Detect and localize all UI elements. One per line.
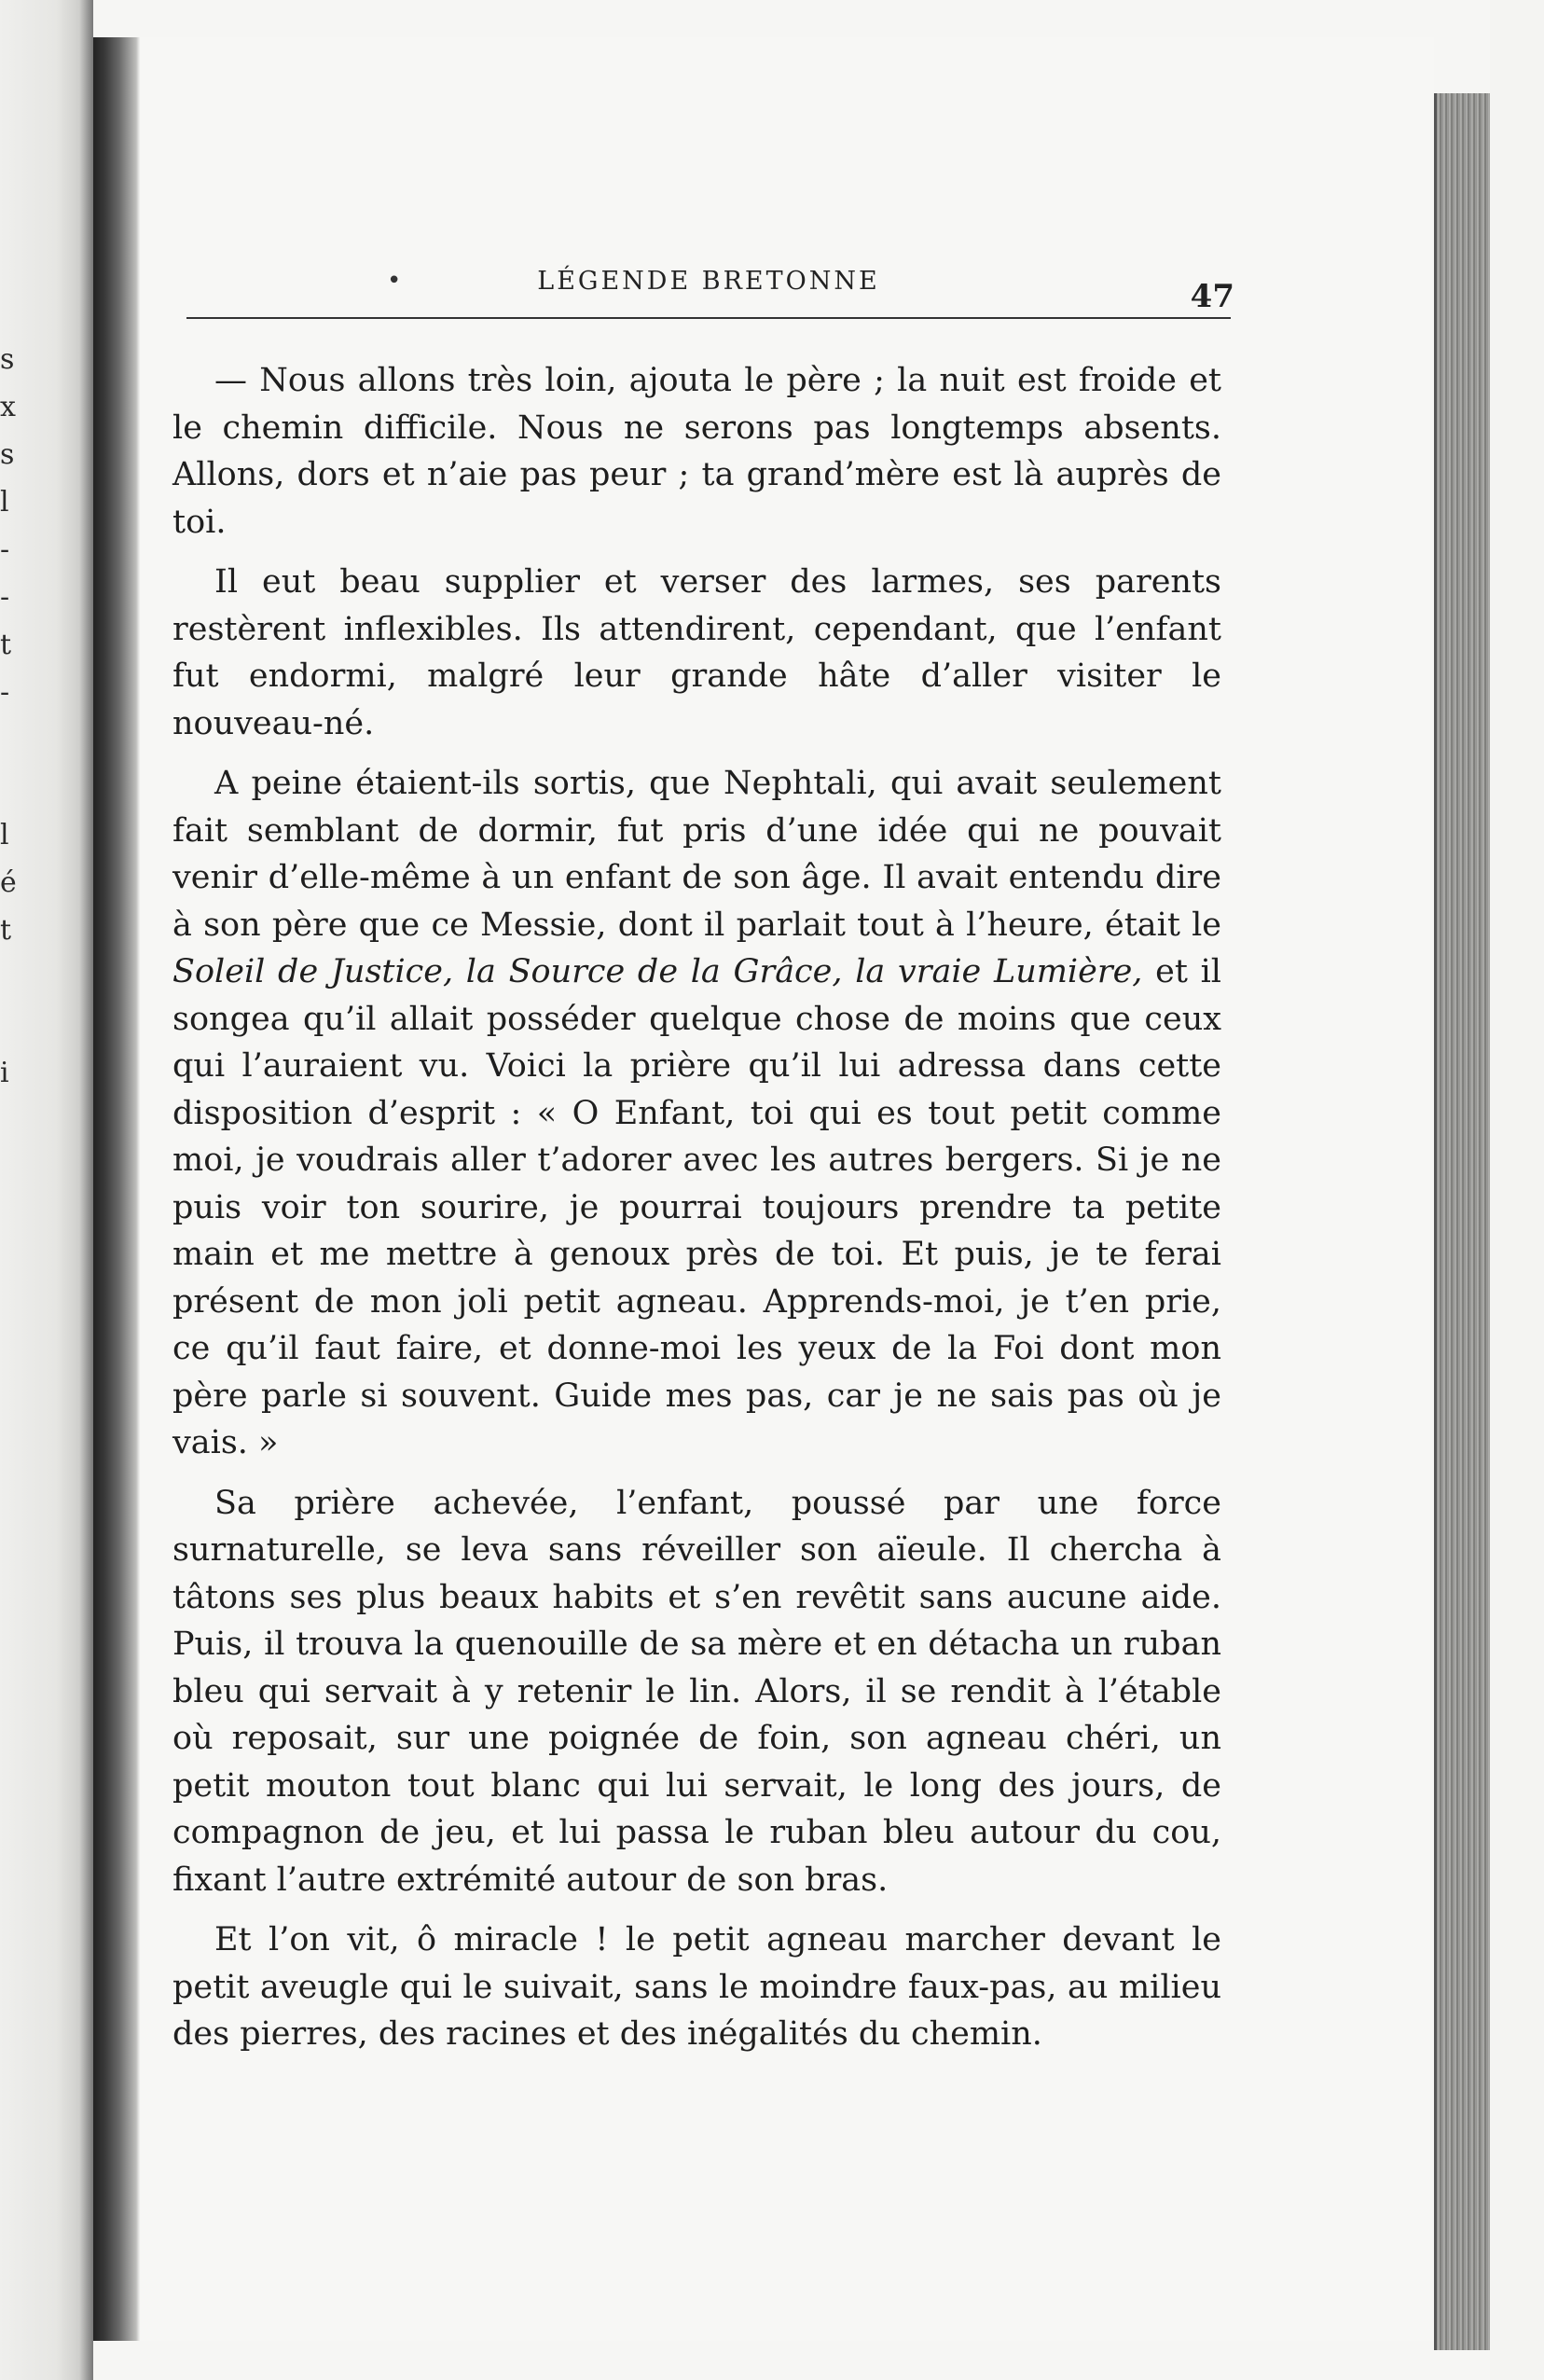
facing-page-edge	[0, 0, 93, 2380]
fragment: t	[0, 629, 12, 661]
page-number: 47	[1190, 278, 1234, 315]
paragraph: Sa prière achevée, l’enfant, poussé par une force surnaturelle, se leva sans réveiller son aïeule. Il chercha à tâtons ses plus beaux habits et s’en revêtit sans aucune aide. Puis, il trouva la quenouille de sa mère et en détacha un ruban bleu qui servait à y retenir le lin. Alors, il se rendit à l’étable où reposait, sur une poignée de foin, son agneau chéri, un petit mouton tout blanc qui lui servait, le long des jours, de compagnon de jeu, et lui passa le ruban bleu autour du cou, fixant l’autre extrémité autour de son bras.	[172, 1484, 1221, 1899]
header-rule	[186, 317, 1231, 319]
paragraph: Et l’on vit, ô miracle ! le petit agneau marcher devant le petit aveugle qui le suivait, sans le moindre faux-pas, au milieu des pierres, des racines et des inégalités du chemin.	[172, 1921, 1221, 2053]
book-gutter	[93, 37, 140, 2341]
fragment: t	[0, 914, 12, 947]
italic-phrase: Soleil de Justice, la Source de la Grâce, la vraie Lumière,	[172, 953, 1143, 990]
paragraph-text: et il songea qu’il allait posséder quelque chose de moins que ceux qui l’auraient vu. Voici la prière qu’il lui adressa dans cette disposition d’esprit : « O Enfant, toi qui es tout petit comme moi, je voudrais aller t’adorer avec les autres bergers. Si je ne puis voir ton sourire, je pourrai toujours prendre ta petite main et me mettre à genoux près de toi. Et puis, je te ferai présent de mon joli petit agneau. Apprends-moi, je t’en prie, ce qu’il faut faire, et donne-moi les yeux de la Foi dont mon père parle si souvent. Guide mes pas, car je ne sais pas où je vais. »	[172, 953, 1221, 1461]
fragment: -	[0, 676, 10, 709]
fragment: -	[0, 533, 10, 566]
fragment: é	[0, 866, 17, 899]
paragraph: Il eut beau supplier et verser des larmes, ses parents restèrent inflexibles. Ils attendirent, cependant, que l’enfant fut endormi, malgré leur grande hâte d’aller visiter le nouveau-né.	[172, 563, 1221, 742]
fragment: x	[0, 391, 16, 423]
body-text	[172, 357, 1221, 2071]
fragment: l	[0, 819, 9, 851]
page-stack-edge	[1434, 93, 1493, 2350]
running-title: LÉGENDE BRETONNE	[537, 267, 880, 296]
fragment	[0, 716, 21, 764]
ornament-mark: •	[387, 267, 402, 295]
paragraph: — Nous allons très loin, ajouta le père ; la nuit est froide et le chemin difficile. Nous ne serons pas longtemps absents. Allons, dors et n’aie pas peur ; ta grand’mère est là auprès de toi.	[172, 362, 1221, 541]
running-head	[186, 263, 1234, 338]
fragment: l	[0, 486, 9, 519]
fragment: s	[0, 438, 15, 471]
fragment: -	[0, 581, 10, 614]
paragraph-text: A peine étaient-ils sortis, que Nephtali, qui avait seulement fait semblant de dormir, fut pris d’une idée qui ne pouvait venir d’elle-même à un enfant de son âge. Il avait entendu dire à son père que ce Messie, dont il parlait tout à l’heure, était le	[172, 765, 1221, 944]
fragment	[0, 1002, 21, 1049]
paragraph	[172, 760, 1221, 1467]
fragment	[0, 954, 21, 1002]
facing-page-fragments	[0, 336, 21, 1097]
fragment	[0, 764, 21, 811]
fragment: i	[0, 1057, 9, 1089]
scan-background	[1490, 0, 1544, 2380]
fragment: s	[0, 343, 15, 376]
